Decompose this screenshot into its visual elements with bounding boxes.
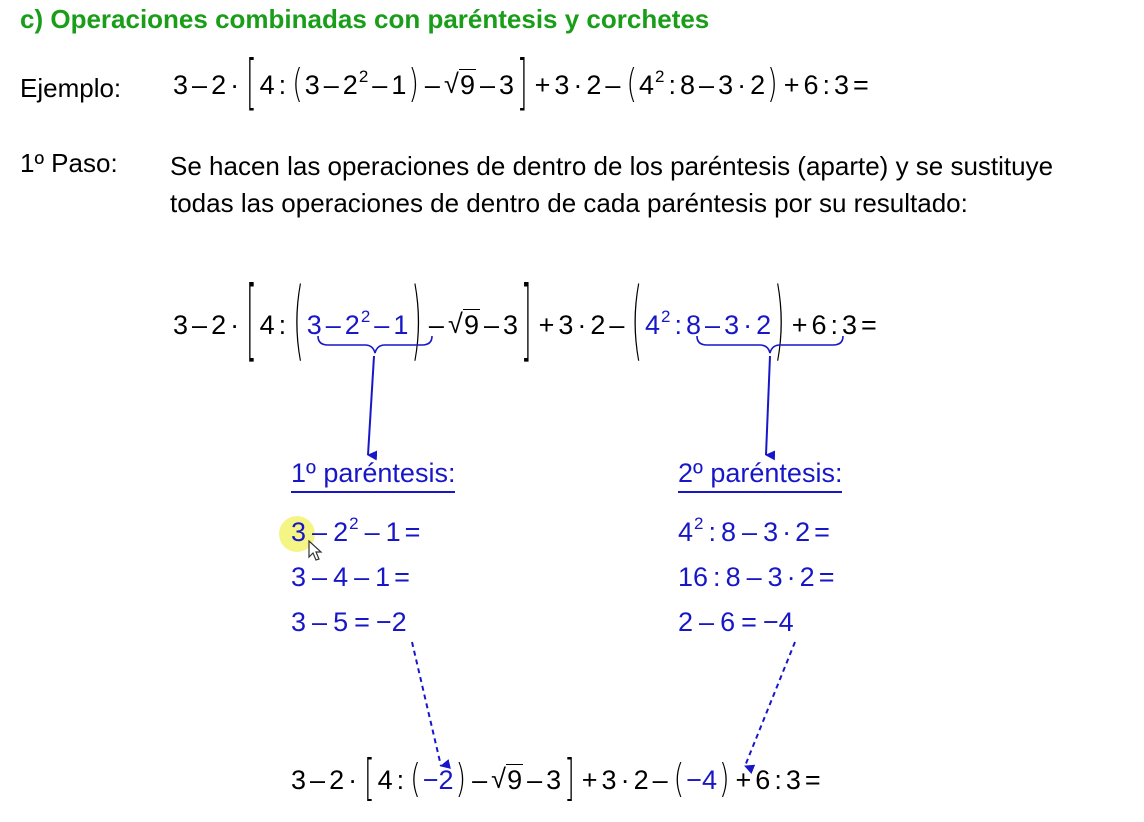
dashed-arrow-1 [412,642,441,766]
example-expression: 3 – 2 · [ 4 : $(3 - 2^2 - 1)$ –√ 9 – 3 ] + $3 \cdot 2 - (4^2$ : 8 – 3 · 2) + 6 : 3 = [173,70,873,101]
cursor-pointer-icon [308,540,324,562]
paren2-step-2: 16 : 8 – 3 · 2 = [678,562,835,592]
paren1-step-3: 3 – 5 = −2 [291,607,407,637]
paren1-content: $3 - 2^2 - 1$ [306,307,409,340]
page-title: c) Operaciones combinadas con paréntesis y corchetes [20,4,710,34]
underbrace-1 [318,336,432,353]
paso-description: Se hacen las operaciones de dentro de los paréntesis (aparte) y se sustituye todas las operaciones de dentro de cada paréntesis por su resultado: [170,151,1054,218]
step-expression: 3 – 2 · [ 4 : ( $3 - 2^2 - 1$ ) –√ 9 – 3 ] + 3 · 2 – ( $4^2$ : 8 – 3 · 2 ) + 6 : 3 = [173,310,881,341]
paren2-content: $4^2$ : 8 – 3 · 2 [645,307,772,340]
final-expression: 3 – 2 · [ 4 : (−2) –√ 9 – 3 ] + 3 · 2 – (−4) + 6 : 3 = [291,765,825,796]
final-inner-1: −2 [422,765,454,795]
dashed-arrow-2 [745,642,795,766]
paren1-step-2: 3 – 4 – 1 = [291,562,410,592]
arrow-2 [766,356,770,455]
paren1-header: 1º paréntesis: [291,458,455,493]
ejemplo-label: Ejemplo: [20,73,122,103]
paren1-step-1: $3 - 2^2 - 1$ = [291,514,421,547]
paren2-step-3: 2 – 6 = −4 [678,607,794,637]
arrow-1 [368,356,374,455]
paren2-header: 2º paréntesis: [678,458,842,493]
final-inner-2: −4 [686,765,717,795]
paso-label: 1º Paso: [20,148,118,178]
paren2-step-1: $4^2$ : 8 – 3 · 2 = [678,514,830,547]
underbrace-2 [697,336,843,353]
